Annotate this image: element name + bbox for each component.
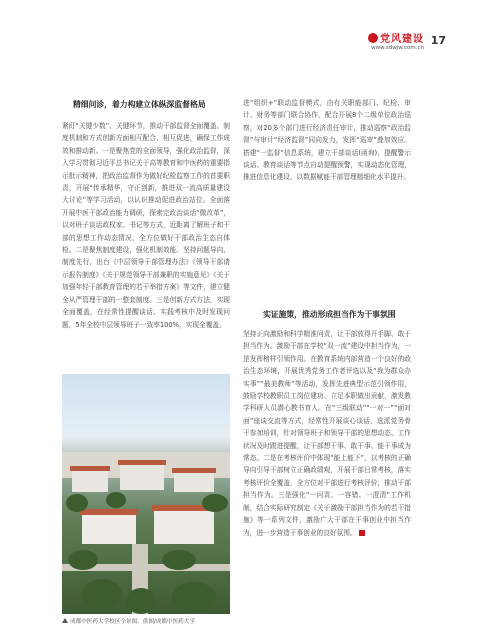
campus-photo — [62, 374, 230, 614]
section-heading-left: 精细问诊，着力构建立体纵深监督格局 — [73, 100, 206, 109]
left-column-text — [62, 120, 230, 331]
right-top-paragraph: 进“组织+”联动监督模式，由有关职能部门、纪检、审计、财务等部门联合协作，配合开展8个二级单位政治巡察，对20多个部门进行经济责任审计，推动巡察“政治监督”与审计“经济监督”同向发力，发挥“巡审”叠加效应。搭建“一监督”信息系统，建立干部谈话(函询)、提醒警示谈话、教育谈话等节点自动提醒预警，实现动态化管理，推进信息化建设、以数据赋能干部管理精细化水平提升。 — [243, 99, 411, 182]
right-bottom-paragraph: 坚持正向激励和科学精准问责，让干部放得开手脚、敢于担当作为。激励干部在学校“双一流”建设中担当作为，一是发挥榜样引领作用。在教育系统内部营造一个良好的政治生态环境，开展优秀党务工作者评选以及“我为群众办实事”“最美教师”等活动，发挥先进典型示范引领作用，鼓励学校教职员工岗位建功、立足本职做出贡献，激发教学科研人员潜心教书育人。在“三级联动”“一对一”“面对面”座谈交流等方式，经常性开展谈心谈话，选派党务骨干参加培训，针对领导班子和领导干部的思想动态、工作状况及时跟进提醒，让干部想干事、敢干事、能干事成为常态。二是在考核评价中体现“能上能下”，以考核的正确导向引导干部树立正确政绩观，开展干部日常考核，落实考核评价全覆盖，全方位对干部进行考核评价，推动干部担当作为。三是强化“一问责、一容错、一澄清”工作机制，结合实际研究制定《关于激励干部担当作为的若干措施》等一系列文件，激励广大干部在干事创业中担当作为，进一步营造干事创业的良好氛围。 — [243, 330, 411, 537]
right-column-bottom-text — [243, 328, 411, 539]
left-paragraph: 紧盯“关键少数”、关键环节，推动干部监督全面覆盖、制度机制和方式创新方面相互配合、相互促进，确保工作成效和推动新。一是聚焦党的全面领导，强化政治监督，深入学习贯彻习近平总书记关于高等教育和中医药的重要指示批示精神，把政治监督作为做好纪检监察工作的首要职责，开展“传承精华，守正创新，推进双一流高质量建设大讨论”等学习活动，以认识推动促进政治站位。全面落开展中医干部政治能力调研，探索完政治谈话“微改革”，以对班子谈话政权家、书记等方式，近距离了解班子和干部的思想工作动态情况，全方位做好干部政治生态自体检。二是聚焦制度建设，强化机制效能。坚持问题导向、制度先行，出台《中层领导干部管理办法》《领导干部请示报告制度》《关于规范领导干部兼职的实施意见》《关于加强年轻干部教育管理的若干举措方案》等文件，建立健全从严管理干部的一整套制度。三是创新方式方法，实现全面覆盖，在经常性提醒谈话、实践考核中及时发现问题，5年全校中层领导班子一致率100%，实现全覆盖。 — [62, 122, 230, 329]
section-heading-right: 实证施策，推动形成担当作为干事氛围 — [263, 310, 396, 319]
page-number: 17 — [430, 34, 446, 47]
end-mark-icon — [359, 530, 365, 536]
caption-triangle-icon — [62, 618, 68, 623]
logo-text: 党风建设 — [380, 34, 424, 45]
photo-caption — [62, 617, 262, 625]
right-column-top-text — [243, 97, 411, 184]
logo-seal-icon — [368, 33, 378, 43]
magazine-logo — [354, 30, 424, 51]
site-url: www.sdwjw.com.cn — [371, 45, 424, 51]
caption-text: 成都中医药大学校区全景图。供图/成都中医药大学 — [70, 619, 195, 625]
